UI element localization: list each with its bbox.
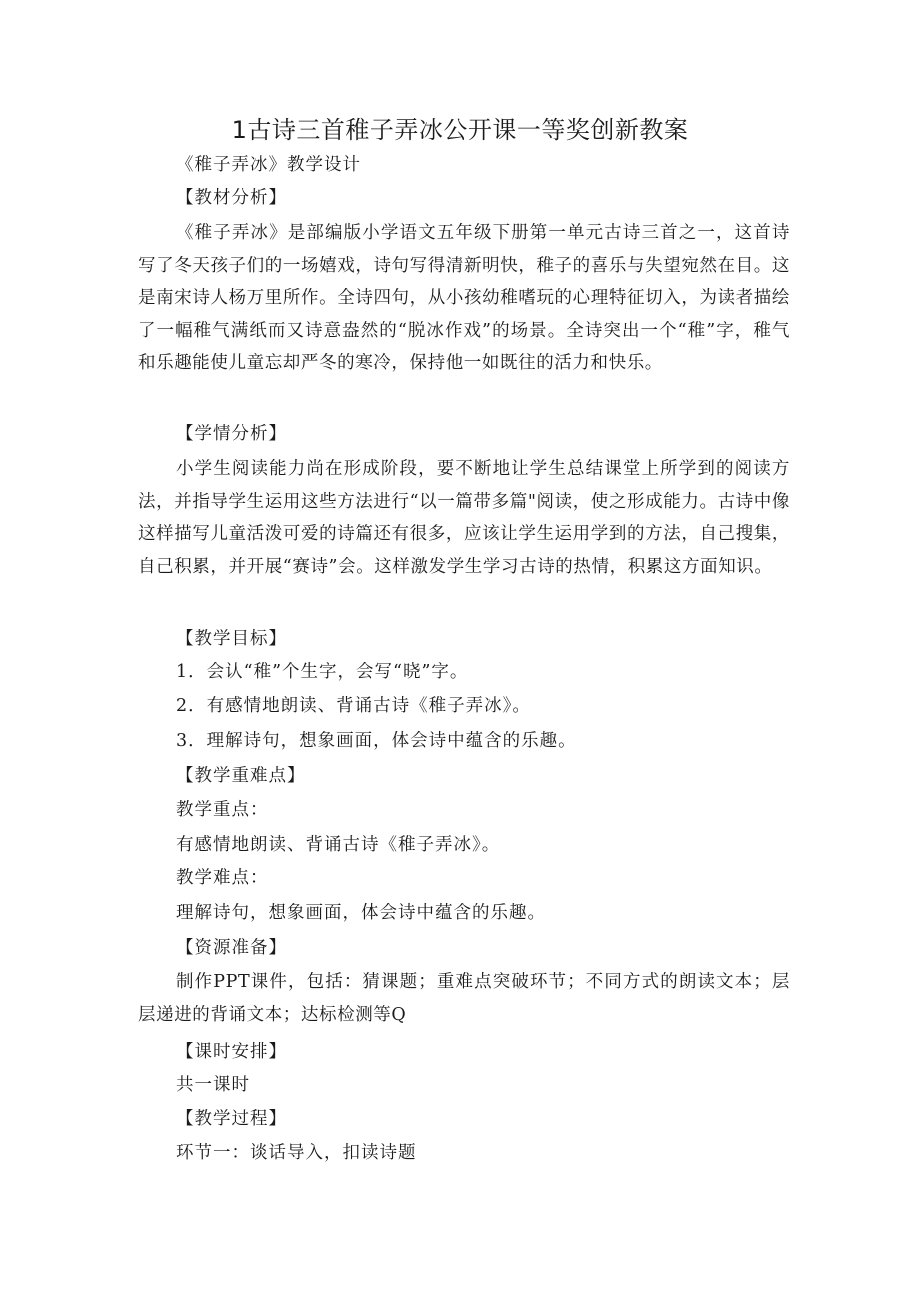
- text-process-step-1: 环节一：谈话导入，扣读诗题: [176, 1143, 417, 1163]
- document-subtitle: 《稚子弄冰》教学设计: [176, 155, 361, 175]
- heading-key-difficult-points: 【教学重难点】: [176, 766, 306, 786]
- document-title: 1古诗三首稚子弄冰公开课一等奖创新教案: [231, 116, 689, 144]
- heading-teaching-process: 【教学过程】: [176, 1109, 287, 1129]
- heading-schedule: 【课时安排】: [176, 1042, 287, 1062]
- heading-material-analysis: 【教材分析】: [176, 188, 287, 208]
- text-teaching-focus: 有感情地朗读、背诵古诗《稚子弄冰》。: [176, 835, 501, 855]
- goal-item-1: 1．会认“稚”个生字，会写“晓”字。: [176, 662, 469, 682]
- goal-item-2: 2．有感情地朗读、背诵古诗《稚子弄冰》。: [176, 696, 531, 716]
- paragraph-student-analysis: 小学生阅读能力尚在形成阶段，要不断地让学生总结课堂上所学到的阅读方法，并指导学生运用这些方法进行“以一篇带多篇"阅读，使之形成能力。古诗中像这样描写儿童活泼可爱的诗篇还有很多，应该让学生运用学到的方法，自己搜集，自己积累，并开展“赛诗”会。这样激发学生学习古诗的热情，积累这方面知识。: [138, 459, 790, 577]
- text-schedule: 共一课时: [176, 1075, 250, 1095]
- heading-resources: 【资源准备】: [176, 938, 287, 958]
- heading-student-analysis: 【学情分析】: [176, 424, 287, 444]
- heading-teaching-goals: 【教学目标】: [176, 629, 287, 649]
- paragraph-resources: 制作PPT课件，包括：猜课题；重难点突破环节；不同方式的朗读文本；层层递进的背诵文本；达标检测等Q: [138, 972, 790, 1025]
- goal-item-3: 3．理解诗句，想象画面，体会诗中蕴含的乐趣。: [176, 731, 577, 751]
- paragraph-material-analysis: 《稚子弄冰》是部编版小学语文五年级下册第一单元古诗三首之一，这首诗写了冬天孩子们的一场嬉戏，诗句写得清新明快，稚子的喜乐与失望宛然在目。这是南宋诗人杨万里所作。全诗四句，从小孩幼稚嗜玩的心理特征切入，为读者描绘了一幅稚气满纸而又诗意盎然的“脱冰作戏”的场景。全诗突出一个“稚”字，稚气和乐趣能使儿童忘却严冬的寒冷，保持他一如既往的活力和快乐。: [138, 223, 790, 374]
- label-teaching-focus: 教学重点：: [176, 800, 269, 820]
- label-teaching-difficulty: 教学难点：: [176, 868, 269, 888]
- text-teaching-difficulty: 理解诗句，想象画面，体会诗中蕴含的乐趣。: [176, 903, 546, 923]
